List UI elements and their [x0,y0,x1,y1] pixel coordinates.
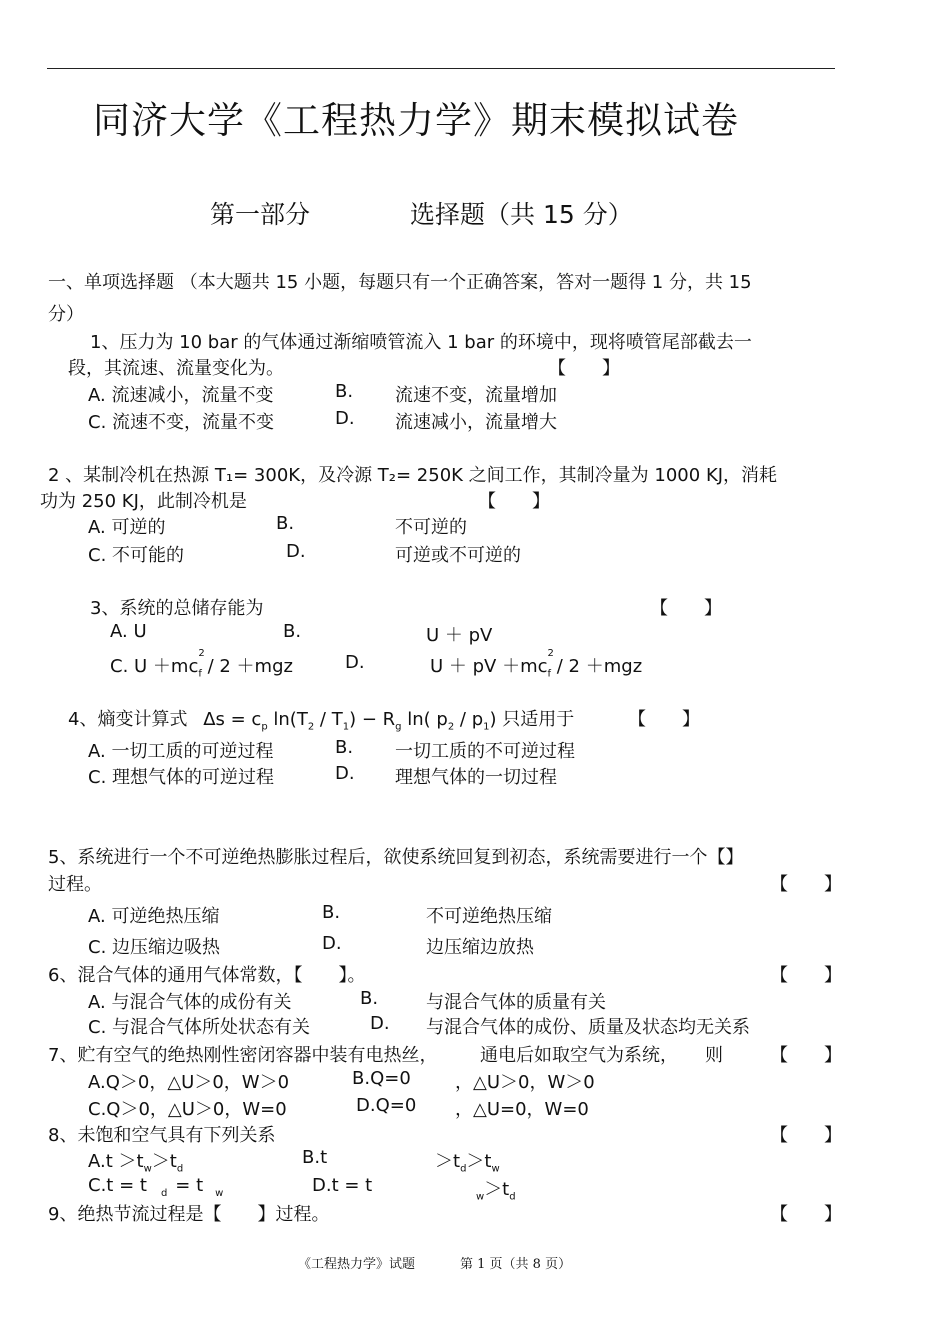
question-4-stem: 4、熵变计算式 $\Delta s = c_p$ $\ln(T_2 / T_1) - R_g$ ln( $p_2 / p_1$) 只适用于 [68,709,575,733]
option-b-label: B. [360,988,379,1009]
option-b-label: B. [322,902,341,923]
question-2-stem-2: 功为 250 KJ，此制冷机是 [40,491,247,512]
option-b: B.t [302,1147,328,1168]
option-d-cont: ，△U=0，W=0 [455,1099,589,1120]
option-c: C. 理想气体的可逆过程 [88,767,275,788]
option-c: C.Q＞0，△U＞0，W=0 [88,1099,287,1120]
option-c: C. 边压缩边吸热 [88,937,221,958]
option-c: C.t = t $_d$ = t $_w$ [88,1175,224,1199]
question-2-stem: 2 、某制冷机在热源 T₁= 300K，及冷源 T₂= 250K 之间工作，其制冷量为 1000 KJ，消耗 [48,465,778,486]
option-b: U ＋ pV [426,625,493,646]
option-a: A. 可逆的 [88,517,166,538]
option-b: 一切工质的不可逆过程 [395,741,575,762]
option-b-label: B. [335,381,354,402]
footer-course: 《工程热力学》试题 [298,1257,416,1272]
option-b-label: B. [283,621,302,642]
answer-bracket: 【 】 [478,491,550,512]
option-d-label: D. [335,763,355,784]
option-b: 不可逆的 [395,517,467,538]
option-a: A. 可逆绝热压缩 [88,906,220,927]
option-d-label: D. [370,1013,390,1034]
answer-bracket: 【 】 [650,598,722,619]
option-b: 不可逆绝热压缩 [426,906,552,927]
option-d: D.Q=0 [356,1095,417,1116]
question-9-stem: 9、绝热节流过程是【 】过程。 [48,1204,330,1225]
top-rule [47,68,835,69]
superscript: 2 [547,648,554,659]
subscript: f [198,668,202,680]
question-5-stem-2: 过程。 [48,874,102,895]
option-d-label: D. [322,933,342,954]
section-name: 选择题（共 15 分） [410,200,633,229]
question-7-stem-mid: 通电后如取空气为系统， [480,1045,678,1066]
option-c: C. 与混合气体所处状态有关 [88,1017,311,1038]
option-d-label: D. [345,652,365,673]
instructions-line1: 一、单项选择题 （本大题共 15 小题，每题只有一个正确答案，答对一题得 1 分，共 15 [48,272,752,293]
option-b-label: B. [276,513,295,534]
option-d-label: D. [335,408,355,429]
option-b-cont: ，△U＞0，W＞0 [455,1072,595,1093]
option-d-relation: $_w>t_d$ [476,1179,516,1203]
question-5-stem: 5、系统进行一个不可逆绝热膨胀过程后，欲使系统回复到初态，系统需要进行一个【】 [48,847,744,868]
option-d: 边压缩边放热 [426,937,534,958]
option-a: A. 流速减小，流量不变 [88,385,274,406]
question-6-stem: 6、混合气体的通用气体常数，【 】。 [48,965,366,986]
option-a: $A.t >t_w>t_d$ [88,1151,184,1175]
answer-bracket: 【 】 [628,709,700,730]
option-c: C. U ＋mc 2 $_f$ / 2 ＋mgz [110,648,293,680]
question-1-stem-2: 段，其流速、流量变化为。 [68,358,284,379]
answer-bracket: 【 】 [548,358,620,379]
entropy-formula: $\Delta s = c_p$ $\ln(T_2 / T_1) - R_g$ ln( $p_2 / p_1$) [203,709,497,733]
option-a: A. U [110,621,147,642]
option-d: 可逆或不可逆的 [395,545,521,566]
question-7-stem: 7、贮有空气的绝热刚性密闭容器中装有电热丝， [48,1045,438,1066]
option-b-relation: $>t_d>t_w$ [435,1151,500,1175]
option-a: A.Q＞0，△U＞0，W＞0 [88,1072,290,1093]
option-b: 流速不变，流量增加 [395,385,557,406]
footer-page: 第 1 页（共 8 页） [460,1257,572,1272]
option-a: A. 与混合气体的成份有关 [88,992,292,1013]
answer-bracket: 【 】 [770,874,842,895]
option-b: B.Q=0 [352,1068,411,1089]
question-1-stem: 1、压力为 10 bar 的气体通过渐缩喷管流入 1 bar 的环境中，现将喷管尾部截去一 [90,332,752,353]
question-7-stem-end: 则 [705,1045,723,1066]
answer-bracket: 【 】 [770,965,842,986]
answer-bracket: 【 】 [770,1204,842,1225]
option-d: D.t = t [312,1175,373,1196]
instructions-line2: 分） [48,304,84,325]
subscript: f [547,668,552,680]
option-d-label: D. [286,541,306,562]
option-b: 与混合气体的质量有关 [426,992,606,1013]
option-d: 流速减小，流量增大 [395,412,557,433]
option-d: U ＋ pV ＋mc 2 $_f$ / 2 ＋mgz [430,648,643,680]
question-8-stem: 8、未饱和空气具有下列关系 [48,1125,276,1146]
question-3-stem: 3、系统的总储存能为 [90,598,264,619]
exam-title: 同济大学《工程热力学》期末模拟试卷 [93,99,739,142]
superscript: 2 [198,648,205,659]
option-d: 与混合气体的成份、质量及状态均无关系 [426,1017,750,1038]
option-a: A. 一切工质的可逆过程 [88,741,274,762]
option-b-label: B. [335,737,354,758]
option-d: 理想气体的一切过程 [395,767,557,788]
option-c: C. 流速不变，流量不变 [88,412,275,433]
option-c: C. 不可能的 [88,545,185,566]
section-part: 第一部分 [210,200,311,229]
answer-bracket: 【 】 [770,1045,842,1066]
answer-bracket: 【 】 [770,1125,842,1146]
